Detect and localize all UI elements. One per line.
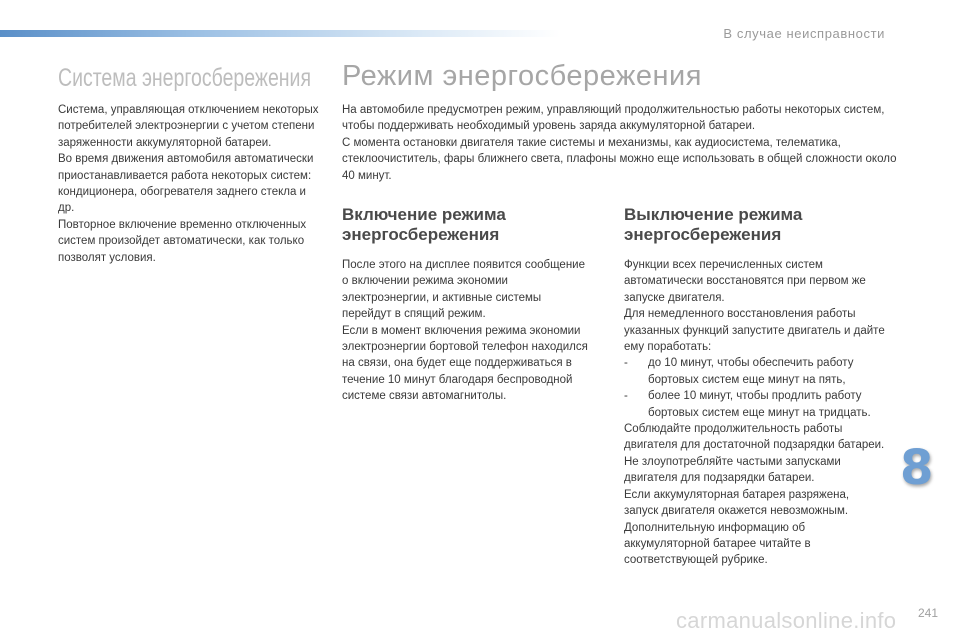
bullet-item [624, 355, 886, 388]
bullet-item [624, 388, 886, 421]
intro-paragraph: С момента остановки двигателя такие системы и механизмы, как аудиосистема, телематика, стеклоочиститель, фары ближнего света, плафоны можно еще использовать в общей сложности около 40 минут. [342, 136, 897, 182]
disable-paragraph: Для немедленного восстановления работы указанных функций запустите двигатель и дайте ему поработать: [624, 308, 885, 354]
bullet-text: более 10 минут, чтобы продлить работу бортовых систем еще минут на тридцать. [648, 390, 871, 419]
header-accent-bar [0, 30, 560, 37]
disable-paragraph: Не злоупотребляйте частыми запусками двигателя для подзарядки батареи. [624, 455, 841, 485]
intro-paragraph: На автомобиле предусмотрен режим, управляющий продолжительностью работы некоторых систем, чтобы поддерживать необходимый уровень заряда аккумуляторной батареи. [342, 104, 885, 133]
side-column [58, 102, 320, 266]
disable-paragraph: Дополнительную информацию об аккумуляторной батарее читайте в соответствующей рубрике. [624, 521, 811, 567]
disable-paragraph: Функции всех перечисленных систем автоматически восстановятся при первом же запуске двигателя. [624, 259, 866, 304]
intro-text [342, 102, 902, 184]
page-title: Режим энергосбережения [342, 60, 702, 92]
disable-paragraph: Если аккумуляторная батарея разряжена, запуск двигателя окажется невозможным. [624, 488, 850, 518]
side-paragraph: Во время движения автомобиля автоматически приостанавливается работа некоторых систем: кондиционера, обогревателя заднего стекла и др. [58, 153, 314, 215]
bullet-marker: - [624, 357, 628, 370]
enable-paragraph: После этого на дисплее появится сообщение о включении режима экономии электроэнергии, и активные системы перейдут в спящий режим. [342, 259, 585, 321]
enable-section [342, 205, 592, 405]
bullet-text: до 10 минут, чтобы обеспечить работу бортовых систем еще минут на пять, [648, 357, 854, 386]
bullet-marker: - [624, 390, 628, 403]
side-paragraph: Повторное включение временно отключенных систем произойдет автоматически, как только позволят условия. [58, 218, 307, 264]
page-number: 241 [917, 606, 938, 620]
disable-paragraph: Соблюдайте продолжительность работы двигателя для достаточной подзарядки батареи. [624, 423, 885, 452]
enable-paragraph: Если в момент включения режима экономии электроэнергии бортовой телефон находился на связи, она будет еще поддерживаться в течение 10 минут благодаря беспроводной системе связи автомагнитолы. [342, 324, 588, 403]
disable-title: Выключение режима энергосбережения [624, 205, 803, 244]
disable-section [624, 205, 886, 569]
side-paragraph: Система, управляющая отключением некоторых потребителей электроэнергии с учетом степени заряженности аккумуляторной батареи. [58, 104, 319, 149]
chapter-number: 8 [900, 440, 934, 496]
enable-title: Включение режима энергосбережения [342, 205, 506, 244]
watermark: carmanualsonline.info [676, 608, 897, 633]
section-title: В случае неисправности [723, 26, 885, 41]
side-title: Система энергосбережения [58, 64, 312, 92]
